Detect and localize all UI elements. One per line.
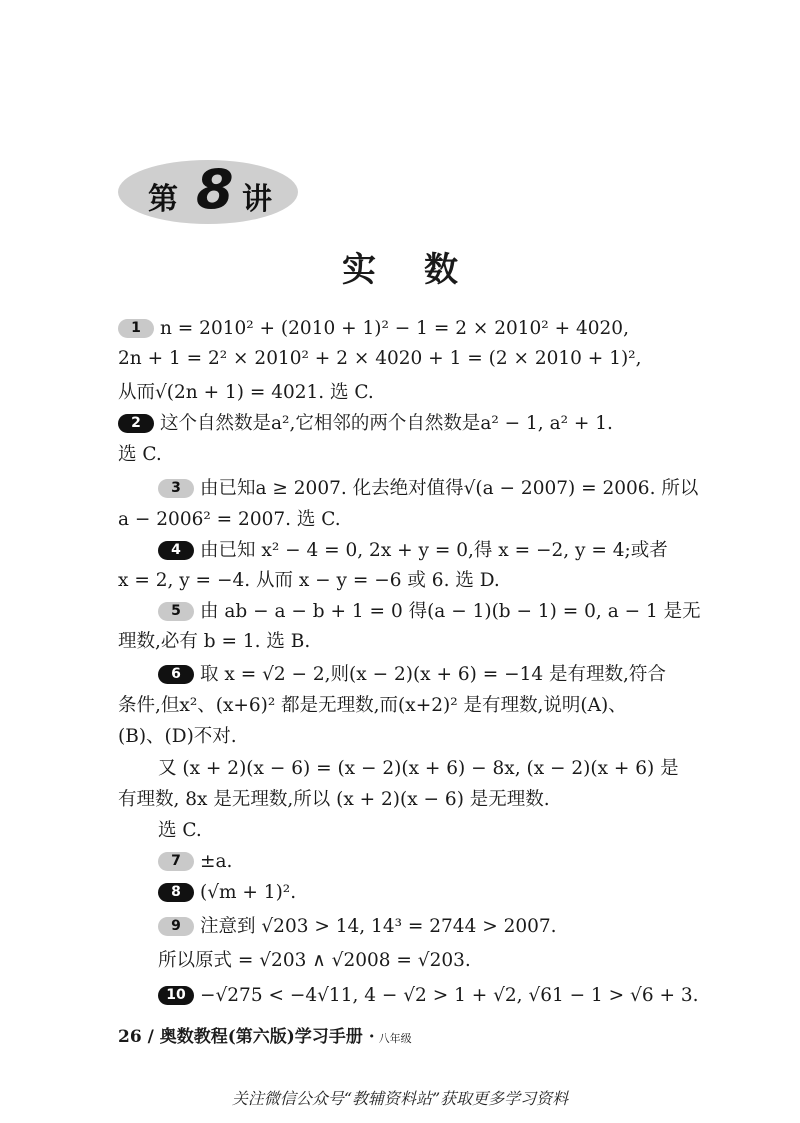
answer-1-line-3: 从而√(2n + 1) = 4021. 选 C. xyxy=(118,382,374,403)
answer-text: 由已知a ≥ 2007. 化去绝对值得√(a − 2007) = 2006. 所以 xyxy=(200,478,699,499)
answer-6-line-5: 有理数, 8x 是无理数,所以 (x + 2)(x − 6) 是无理数. xyxy=(118,789,550,810)
answer-4-line-1 xyxy=(158,538,668,564)
answer-2-line-2: 选 C. xyxy=(118,444,162,465)
answer-number-badge: 5 xyxy=(158,602,194,621)
lecture-number: 8 xyxy=(196,158,234,221)
answer-5-line-1 xyxy=(158,599,701,625)
answer-text: 由已知 x² − 4 = 0, 2x + y = 0,得 x = −2, y = 4;或者 xyxy=(200,540,668,561)
answer-4-line-2: x = 2, y = −4. 从而 x − y = −6 或 6. 选 D. xyxy=(118,570,500,591)
answer-number-badge: 3 xyxy=(158,479,194,498)
answer-9-line-1 xyxy=(158,914,557,940)
footer-book-title: 26 / 奥数教程(第六版)学习手册 · xyxy=(118,1027,375,1047)
answer-3-line-1 xyxy=(158,476,698,502)
answer-6-line-1 xyxy=(158,662,666,688)
answer-9-line-2: 所以原式 = √203 ∧ √2008 = √203. xyxy=(158,950,471,971)
answer-number-badge: 9 xyxy=(158,917,194,936)
answer-number-badge: 6 xyxy=(158,665,194,684)
answer-text: 取 x = √2 − 2,则(x − 2)(x + 6) = −14 是有理数,符合 xyxy=(200,664,666,685)
answer-7-line-1 xyxy=(158,849,232,875)
lecture-prefix: 第 xyxy=(148,182,178,217)
answer-text: ±a. xyxy=(200,851,233,872)
answer-number-badge: 10 xyxy=(158,986,194,1005)
answer-1-line-2: 2n + 1 = 2² × 2010² + 2 × 4020 + 1 = (2 × 2010 + 1)², xyxy=(118,348,642,369)
answer-5-line-2: 理数,必有 b = 1. 选 B. xyxy=(118,631,311,652)
lecture-badge xyxy=(118,160,298,224)
answer-2-line-1 xyxy=(118,411,613,437)
answer-text: −√275 < −4√11, 4 − √2 > 1 + √2, √61 − 1 > √6 + 3. xyxy=(200,985,699,1006)
answer-8-line-1 xyxy=(158,880,296,906)
answer-1-line-1 xyxy=(118,316,629,342)
answer-6-line-3: (B)、(D)不对. xyxy=(118,726,237,747)
answer-number-badge: 7 xyxy=(158,852,194,871)
answer-number-badge: 8 xyxy=(158,883,194,902)
wechat-notice: 关注微信公众号“教辅资料站”获取更多学习资料 xyxy=(231,1089,569,1108)
footer-grade: 八年级 xyxy=(378,1032,412,1045)
answer-number-badge: 1 xyxy=(118,319,154,338)
answer-number-badge: 2 xyxy=(118,414,154,433)
answer-6-line-4: 又 (x + 2)(x − 6) = (x − 2)(x + 6) − 8x, (x − 2)(x + 6) 是 xyxy=(158,758,679,779)
page-footer xyxy=(118,1022,412,1047)
answer-number-badge: 4 xyxy=(158,541,194,560)
answer-text: 由 ab − a − b + 1 = 0 得(a − 1)(b − 1) = 0, a − 1 是无 xyxy=(200,601,701,622)
answer-text: 注意到 √203 > 14, 14³ = 2744 > 2007. xyxy=(200,916,557,937)
chapter-title: 实数 xyxy=(342,250,506,290)
answer-text: 这个自然数是a²,它相邻的两个自然数是a² − 1, a² + 1. xyxy=(160,413,613,434)
answer-6-line-2: 条件,但x²、(x+6)² 都是无理数,而(x+2)² 是有理数,说明(A)、 xyxy=(118,695,627,716)
answer-text: n = 2010² + (2010 + 1)² − 1 = 2 × 2010² + 4020, xyxy=(160,318,629,339)
lecture-suffix: 讲 xyxy=(242,182,272,217)
answer-10-line-1 xyxy=(158,983,699,1009)
answer-3-line-2: a − 2006² = 2007. 选 C. xyxy=(118,509,341,530)
answer-6-line-6: 选 C. xyxy=(158,820,202,841)
answer-text: (√m + 1)². xyxy=(200,882,297,903)
